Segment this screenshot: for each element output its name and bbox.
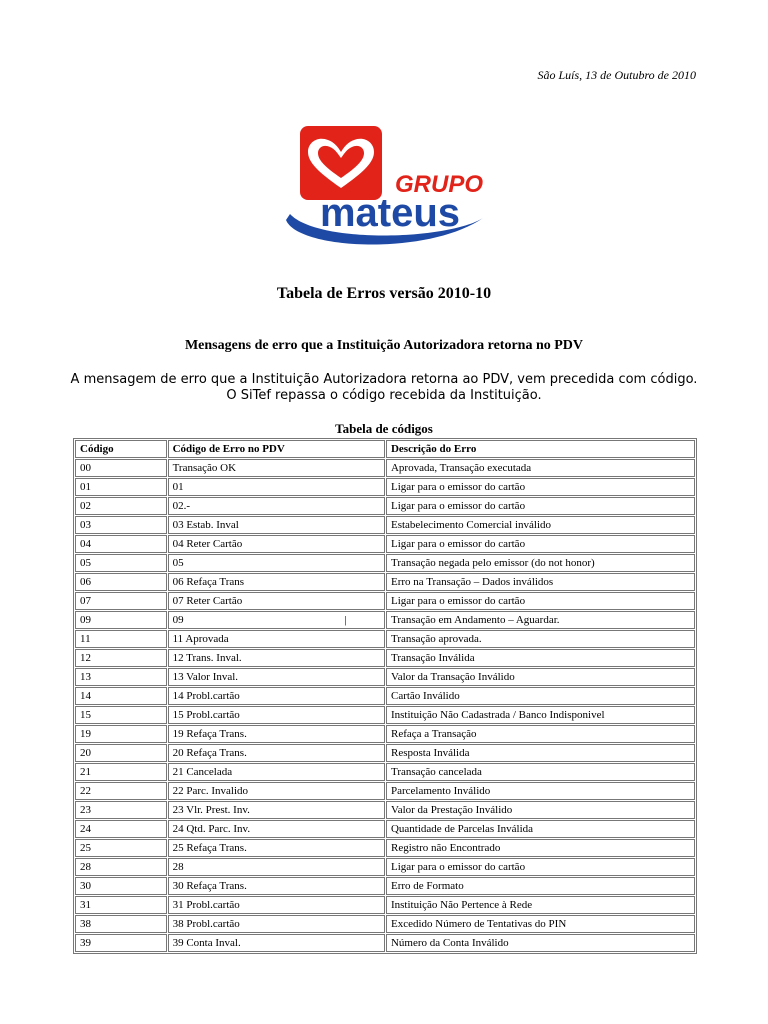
cell-codigo: 38 [75, 915, 167, 933]
cell-codigo: 03 [75, 516, 167, 534]
cell-codigo-erro-pdv: 05 [168, 554, 385, 572]
page-title: Tabela de Erros versão 2010-10 [276, 285, 492, 302]
cell-codigo: 24 [75, 820, 167, 838]
cell-codigo: 31 [75, 896, 167, 914]
cell-descricao: Transação negada pelo emissor (do not honor) [386, 554, 695, 572]
cell-codigo: 39 [75, 934, 167, 952]
cell-codigo-erro-pdv: 15 Probl.cartão [168, 706, 385, 724]
cell-descricao: Instituição Não Cadastrada / Banco Indisponivel [386, 706, 695, 724]
cell-descricao: Transação aprovada. [386, 630, 695, 648]
cell-descricao: Erro na Transação – Dados inválidos [386, 573, 695, 591]
cell-descricao: Transação cancelada [386, 763, 695, 781]
cell-codigo-erro-pdv: 22 Parc. Invalido [168, 782, 385, 800]
cell-codigo-erro-pdv: Transação OK [168, 459, 385, 477]
cell-descricao: Ligar para o emissor do cartão [386, 858, 695, 876]
cell-codigo: 19 [75, 725, 167, 743]
table-row [75, 763, 695, 781]
cell-codigo: 21 [75, 763, 167, 781]
table-row [75, 744, 695, 762]
document-date: São Luís, 13 de Outubro de 2010 [537, 68, 696, 82]
table-row [75, 497, 695, 515]
cell-codigo: 05 [75, 554, 167, 572]
cell-codigo-erro-pdv: 24 Qtd. Parc. Inv. [168, 820, 385, 838]
cell-codigo: 25 [75, 839, 167, 857]
cell-codigo-erro-pdv: 39 Conta Inval. [168, 934, 385, 952]
cell-codigo: 13 [75, 668, 167, 686]
logo-text-grupo: GRUPO [394, 171, 483, 198]
cell-codigo-erro-pdv: 01 [168, 478, 385, 496]
cell-codigo: 22 [75, 782, 167, 800]
cell-codigo-erro-pdv: 28 [168, 858, 385, 876]
cell-codigo-erro-pdv: 25 Refaça Trans. [168, 839, 385, 857]
cell-descricao: Erro de Formato [386, 877, 695, 895]
intro-paragraph [0, 372, 768, 404]
table-row [75, 877, 695, 895]
logo-text-mateus: mateus [319, 191, 461, 235]
cell-descricao: Refaça a Transação [386, 725, 695, 743]
cell-descricao: Excedido Número de Tentativas do PIN [386, 915, 695, 933]
cell-codigo-erro-pdv: 06 Refaça Trans [168, 573, 385, 591]
table-row [75, 573, 695, 591]
table-row [75, 706, 695, 724]
table-row [75, 858, 695, 876]
cell-codigo-erro-pdv: 38 Probl.cartão [168, 915, 385, 933]
cell-descricao: Transação Inválida [386, 649, 695, 667]
cell-codigo-erro-pdv: 23 Vlr. Prest. Inv. [168, 801, 385, 819]
cell-codigo-erro-pdv: 07 Reter Cartão [168, 592, 385, 610]
table-row [75, 782, 695, 800]
cell-codigo: 20 [75, 744, 167, 762]
cell-descricao: Transação em Andamento – Aguardar. [386, 611, 695, 629]
cell-codigo-erro-pdv: 09 | [168, 611, 385, 629]
cell-descricao: Parcelamento Inválido [386, 782, 695, 800]
header-codigo: Código [75, 440, 167, 458]
cell-codigo: 00 [75, 459, 167, 477]
cell-descricao: Valor da Transação Inválido [386, 668, 695, 686]
cell-codigo-erro-pdv: 11 Aprovada [168, 630, 385, 648]
cell-descricao: Ligar para o emissor do cartão [386, 478, 695, 496]
cell-codigo-erro-pdv: 14 Probl.cartão [168, 687, 385, 705]
cell-codigo: 28 [75, 858, 167, 876]
cell-descricao: Cartão Inválido [386, 687, 695, 705]
table-row [75, 535, 695, 553]
cell-codigo: 07 [75, 592, 167, 610]
cell-codigo: 23 [75, 801, 167, 819]
cell-descricao: Aprovada, Transação executada [386, 459, 695, 477]
table-header-row [75, 440, 695, 458]
cell-descricao: Ligar para o emissor do cartão [386, 497, 695, 515]
stray-mark: | [344, 614, 347, 626]
cell-codigo-erro-pdv: 04 Reter Cartão [168, 535, 385, 553]
cell-codigo: 06 [75, 573, 167, 591]
cell-codigo-erro-pdv: 20 Refaça Trans. [168, 744, 385, 762]
table-row [75, 592, 695, 610]
cell-codigo-erro-pdv: 31 Probl.cartão [168, 896, 385, 914]
grupo-mateus-logo [278, 122, 492, 252]
cell-descricao: Ligar para o emissor do cartão [386, 535, 695, 553]
cell-codigo: 04 [75, 535, 167, 553]
table-row [75, 478, 695, 496]
table-row [75, 687, 695, 705]
section-subtitle: Mensagens de erro que a Instituição Autorizadora retorna no PDV [184, 338, 584, 353]
table-row [75, 896, 695, 914]
cell-codigo-erro-pdv: 21 Cancelada [168, 763, 385, 781]
cell-descricao: Registro não Encontrado [386, 839, 695, 857]
table-row [75, 459, 695, 477]
cell-codigo-erro-pdv: 30 Refaça Trans. [168, 877, 385, 895]
header-codigo-erro-pdv: Código de Erro no PDV [168, 440, 385, 458]
table-row [75, 820, 695, 838]
table-row [75, 839, 695, 857]
cell-codigo-erro-pdv: 03 Estab. Inval [168, 516, 385, 534]
cell-descricao: Ligar para o emissor do cartão [386, 592, 695, 610]
cell-codigo: 15 [75, 706, 167, 724]
cell-descricao: Resposta Inválida [386, 744, 695, 762]
cell-descricao: Valor da Prestação Inválido [386, 801, 695, 819]
cell-descricao: Quantidade de Parcelas Inválida [386, 820, 695, 838]
cell-codigo-erro-pdv: 12 Trans. Inval. [168, 649, 385, 667]
table-row [75, 630, 695, 648]
header-descricao: Descrição do Erro [386, 440, 695, 458]
cell-descricao: Estabelecimento Comercial inválido [386, 516, 695, 534]
cell-codigo: 02 [75, 497, 167, 515]
cell-codigo-erro-pdv: 02.- [168, 497, 385, 515]
table-row [75, 725, 695, 743]
cell-descricao: Número da Conta Inválido [386, 934, 695, 952]
table-caption: Tabela de códigos [335, 421, 433, 436]
cell-codigo: 14 [75, 687, 167, 705]
cell-codigo-erro-pdv: 13 Valor Inval. [168, 668, 385, 686]
error-codes-table [73, 438, 697, 954]
table-row [75, 649, 695, 667]
table-row [75, 554, 695, 572]
cell-descricao: Instituição Não Pertence à Rede [386, 896, 695, 914]
cell-codigo: 30 [75, 877, 167, 895]
intro-line-2: O SiTef repassa o código recebida da Instituição. [226, 388, 542, 403]
table-row [75, 801, 695, 819]
table-row [75, 915, 695, 933]
cell-codigo: 09 [75, 611, 167, 629]
intro-line-1: A mensagem de erro que a Instituição Autorizadora retorna ao PDV, vem precedida com código. [70, 372, 698, 387]
table-row [75, 611, 695, 629]
cell-codigo: 11 [75, 630, 167, 648]
table-row [75, 668, 695, 686]
cell-codigo-erro-pdv: 19 Refaça Trans. [168, 725, 385, 743]
cell-codigo: 01 [75, 478, 167, 496]
table-row [75, 516, 695, 534]
cell-codigo: 12 [75, 649, 167, 667]
table-row [75, 934, 695, 952]
